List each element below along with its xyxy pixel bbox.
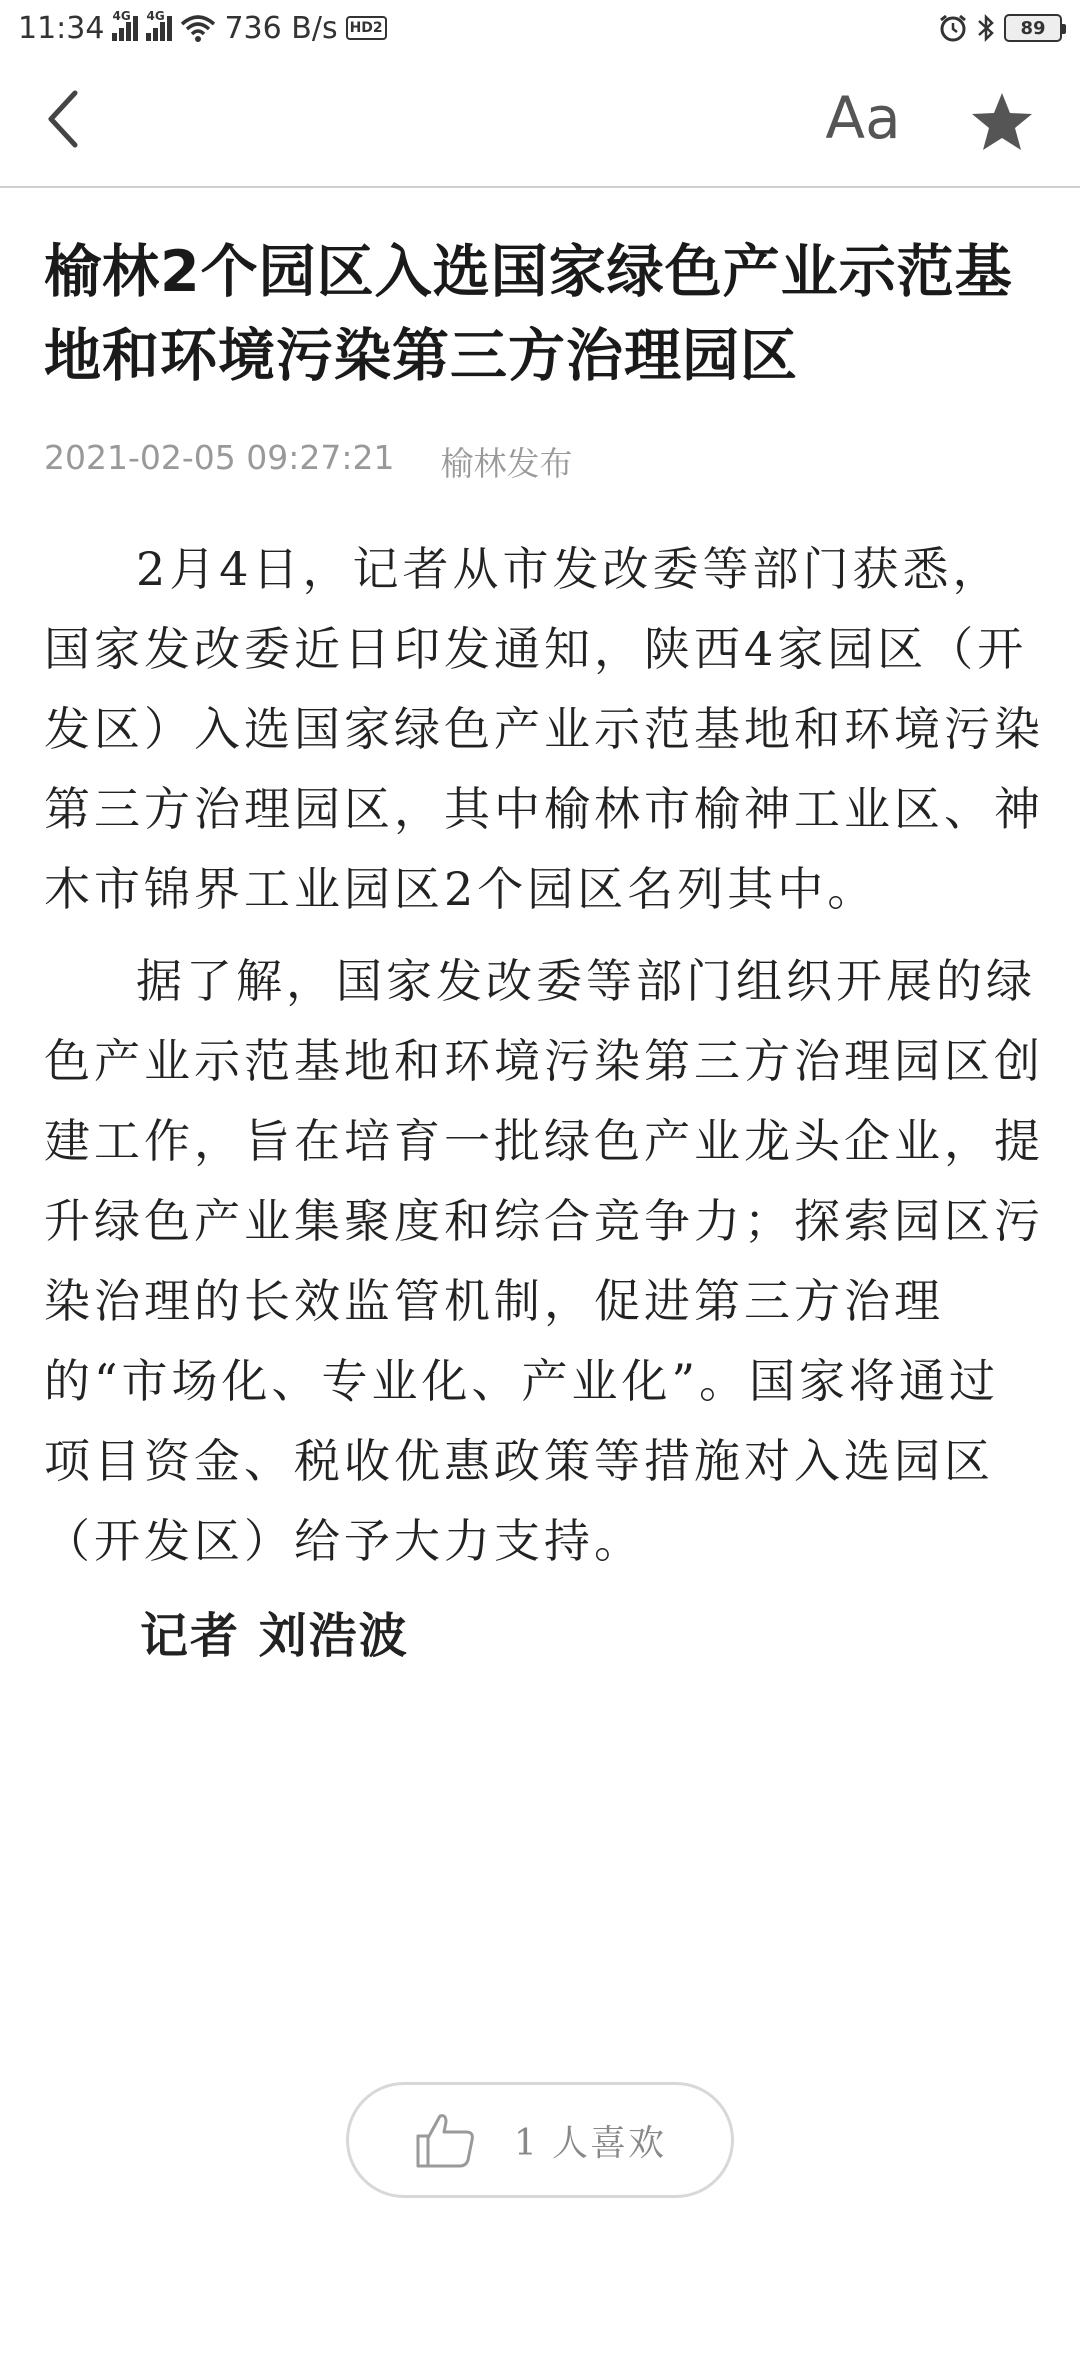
thumbs-up-icon — [414, 2110, 478, 2170]
bluetooth-icon — [976, 13, 996, 43]
status-time: 11:34 — [18, 10, 105, 46]
back-button[interactable] — [28, 84, 98, 154]
like-button[interactable] — [346, 2082, 734, 2198]
favorite-button[interactable] — [962, 82, 1042, 162]
signal-icon — [146, 9, 172, 41]
article-paragraph: 据了解，国家发改委等部门组织开展的绿色产业示范基地和环境污染第三方治理园区创建工作，旨在培育一批绿色产业龙头企业，提升绿色产业集聚度和综合竞争力；探索园区污染治理的长效监管机制，促进第三方治理的“市场化、专业化、产业化”。国家将通过项目资金、税收优惠政策等措施对入选园区（开发区）给予大力支持。 — [44, 954, 1044, 1568]
signal-tag: 4G — [146, 9, 165, 23]
article — [44, 230, 1044, 1666]
article-meta — [44, 438, 1044, 485]
font-size-button[interactable]: Aa — [825, 84, 901, 152]
article-body — [44, 529, 1044, 1581]
nav-bar — [0, 56, 1080, 188]
article-source: 榆林发布 — [440, 444, 573, 483]
alarm-icon — [938, 13, 968, 43]
article-paragraph: 2月4日，记者从市发改委等部门获悉，国家发改委近日印发通知，陕西4家园区（开发区）入选国家绿色产业示范基地和环境污染第三方治理园区，其中榆林市榆神工业区、神木市锦界工业园区2个园区名列其中。 — [44, 542, 1044, 916]
chevron-left-icon — [43, 89, 83, 149]
status-bar — [0, 0, 1080, 56]
signal-tag: 4G — [112, 9, 131, 23]
wifi-icon — [180, 14, 216, 42]
article-title: 榆林2个园区入选国家绿色产业示范基地和环境污染第三方治理园区 — [44, 239, 1013, 389]
status-right — [938, 13, 1062, 43]
status-left — [18, 11, 387, 46]
signal-icon — [112, 9, 138, 41]
battery-indicator: 89 — [1004, 14, 1062, 42]
like-count-label: 1 人喜欢 — [513, 2122, 667, 2164]
network-speed: 736 B/s — [224, 10, 338, 46]
article-author: 记者 刘浩波 — [140, 1608, 409, 1664]
hd-voice-icon: HD2 — [346, 16, 387, 40]
star-icon — [970, 91, 1034, 153]
publish-date: 2021-02-05 09:27:21 — [44, 438, 395, 477]
